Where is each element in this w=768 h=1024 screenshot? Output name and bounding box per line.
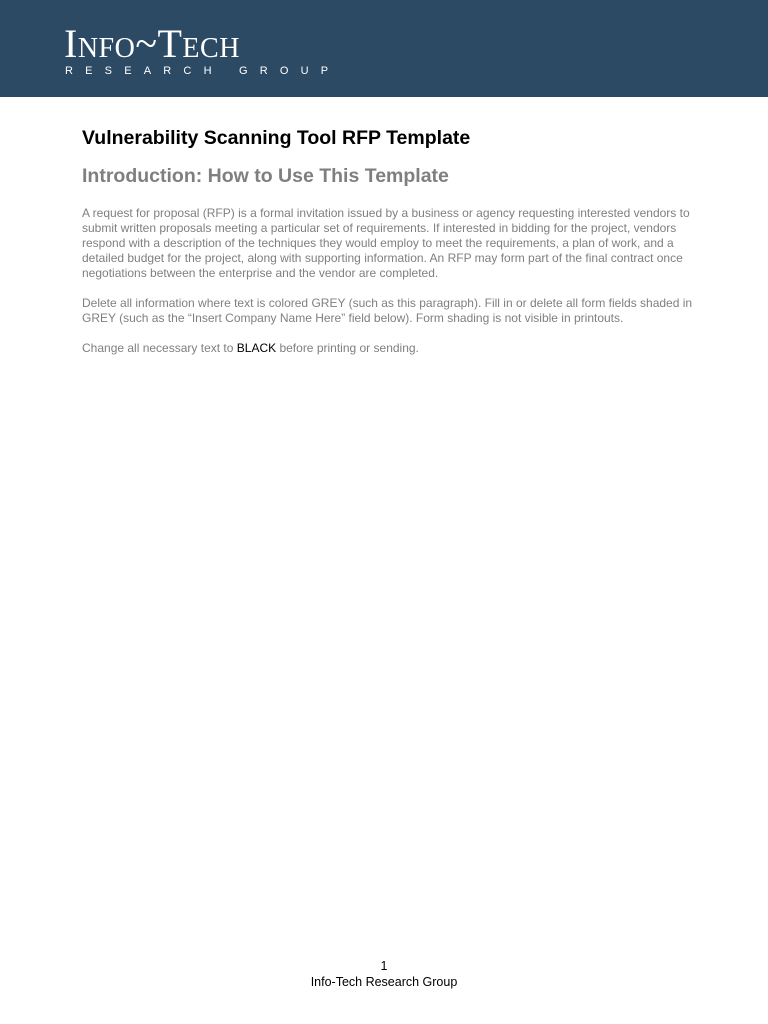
- company-logo: [64, 21, 341, 77]
- page-number: 1: [380, 959, 388, 973]
- header-banner: [0, 0, 768, 97]
- logo-wordmark: Info~Tech: [64, 21, 240, 66]
- section-heading: Introduction: How to Use This Template: [82, 165, 449, 187]
- change-note-before: Change all necessary text to: [82, 341, 237, 355]
- black-keyword: BLACK: [236, 341, 277, 355]
- document-body: [82, 124, 702, 356]
- document-title: Vulnerability Scanning Tool RFP Template: [82, 127, 471, 149]
- intro-paragraph: A request for proposal (RFP) is a formal invitation issued by a business or agency requesting interested vendors to submit written proposals meeting a particular set of requirements. If interested in bidding for the project, vendors respond with a description of the techniques they would employ to meet the requirements, a plan of work, and a detailed budget for the project, along with supporting information. An RFP may form part of the final contract once negotiations between the enterprise and the vendor are completed.: [82, 206, 690, 280]
- page-footer: [0, 958, 768, 990]
- change-note-after: before printing or sending.: [276, 341, 419, 355]
- change-text-note: [82, 341, 702, 356]
- footer-company: Info-Tech Research Group: [310, 975, 458, 989]
- instructions-paragraph: Delete all information where text is colored GREY (such as this paragraph). Fill in or delete all form fields shaded in GREY (such as the “Insert Company Name Here” field below). Form shading is not visible in printouts.: [82, 296, 693, 325]
- logo-tagline: RESEARCH GROUP: [65, 65, 341, 77]
